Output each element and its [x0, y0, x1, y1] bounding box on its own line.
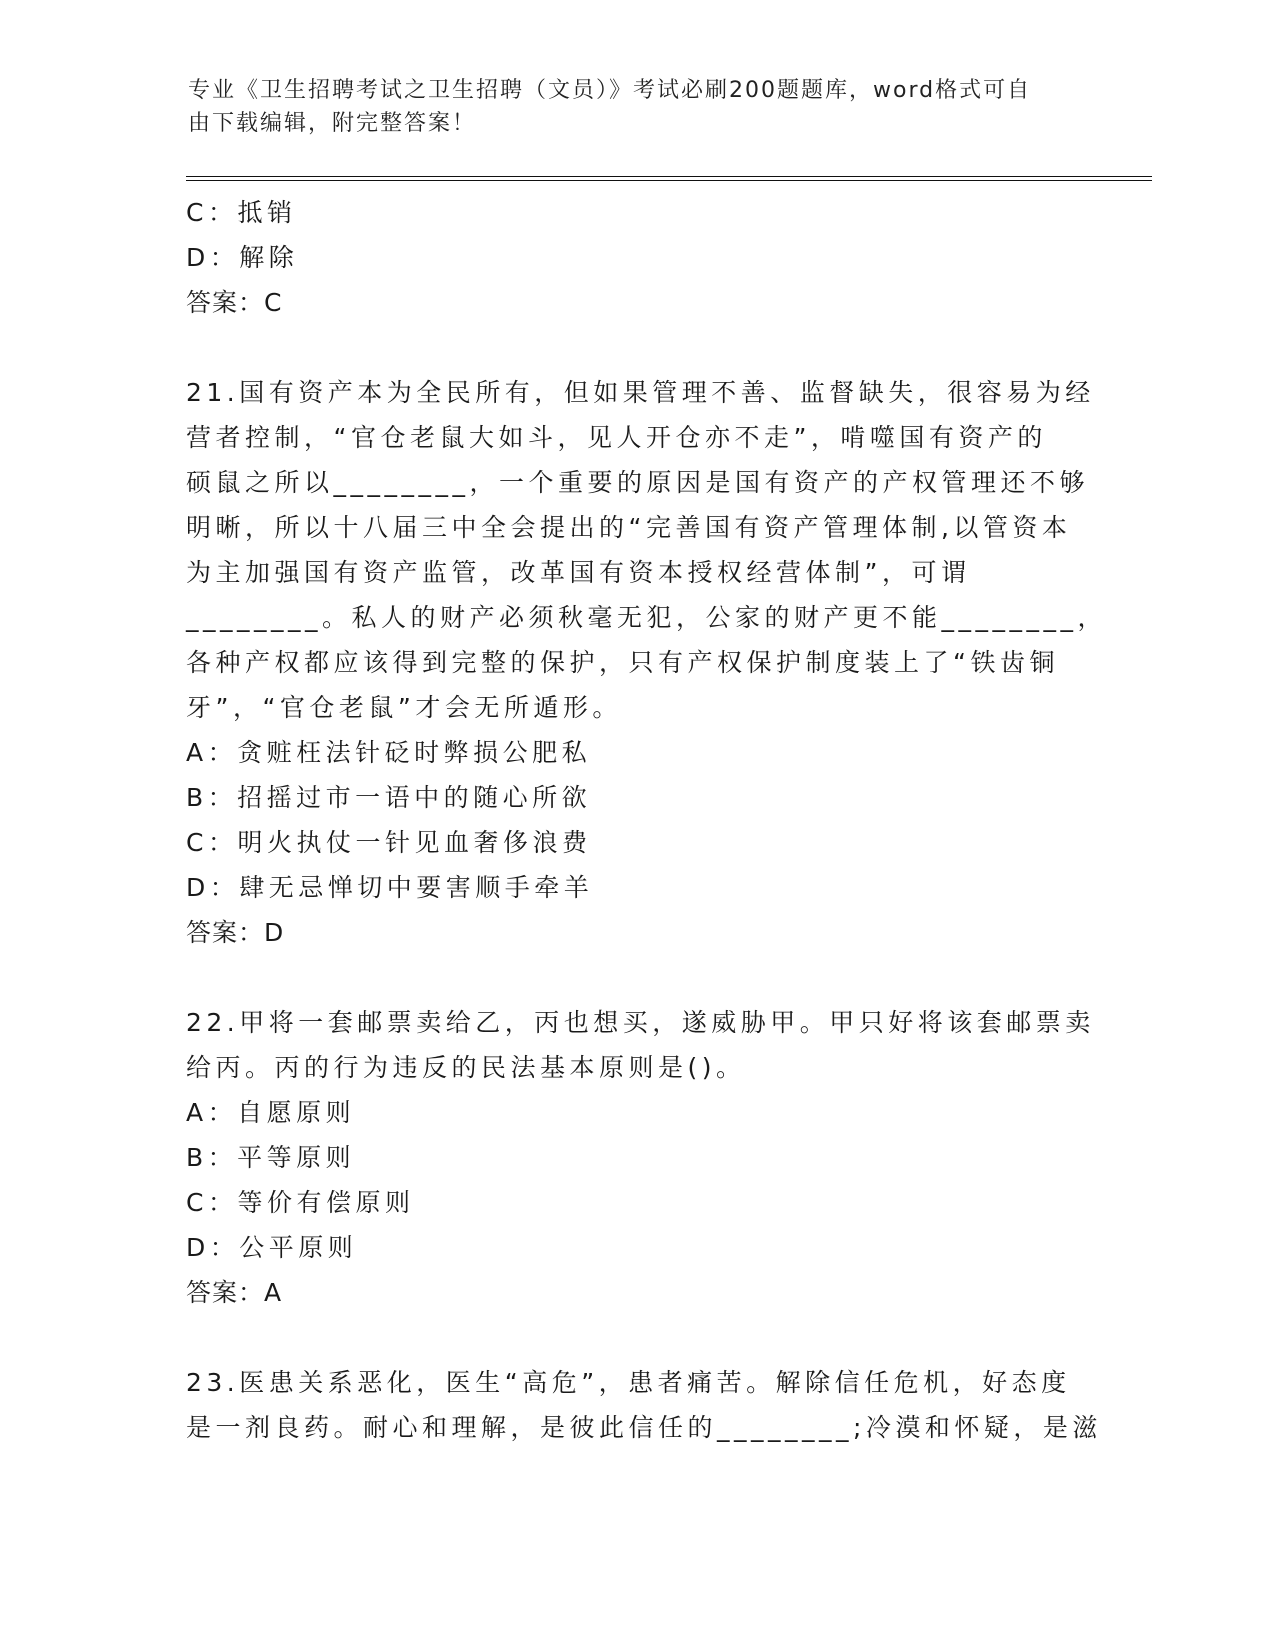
question-line: 明晰，所以十八届三中全会提出的“完善国有资产管理体制,以管资本	[186, 513, 1072, 542]
question-line: 硕鼠之所以________，一个重要的原因是国有资产的产权管理还不够	[186, 468, 1090, 497]
spacer	[186, 1315, 1086, 1360]
option-c: C：等价有偿原则	[186, 1188, 415, 1217]
answer-line: 答案：A	[186, 1278, 283, 1307]
option-b: B：招摇过市一语中的随心所欲	[186, 783, 592, 812]
question-line: ________。私人的财产必须秋毫无犯，公家的财产更不能________，	[186, 603, 1108, 632]
question-line: 23.医患关系恶化，医生“高危”，患者痛苦。解除信任危机，好态度	[186, 1368, 1071, 1397]
question-22	[186, 1000, 1095, 1315]
option-c: C：抵销	[186, 198, 297, 227]
answer-line: 答案：D	[186, 918, 285, 947]
answer-line: 答案：C	[186, 288, 283, 317]
spacer	[186, 955, 1086, 1000]
spacer	[186, 325, 1086, 370]
header-line-1: 专业《卫生招聘考试之卫生招聘（文员）》考试必刷200题题库，word格式可自	[188, 78, 1032, 103]
question-line: 21.国有资产本为全民所有，但如果管理不善、监督缺失，很容易为经	[186, 378, 1095, 407]
option-a: A：自愿原则	[186, 1098, 356, 1127]
question-21	[186, 370, 1108, 955]
header-divider	[186, 176, 1152, 181]
option-d: D：解除	[186, 243, 299, 272]
option-d: D：肆无忌惮切中要害顺手牵羊	[186, 873, 594, 902]
option-c: C：明火执仗一针见血奢侈浪费	[186, 828, 592, 857]
question-line: 给丙。丙的行为违反的民法基本原则是()。	[186, 1053, 746, 1082]
option-b: B：平等原则	[186, 1143, 356, 1172]
question-line: 牙”，“官仓老鼠”才会无所遁形。	[186, 693, 622, 722]
header-line-2: 由下载编辑，附完整答案！	[188, 111, 477, 136]
question-line: 各种产权都应该得到完整的保护，只有产权保护制度装上了“铁齿铜	[186, 648, 1059, 677]
previous-question	[186, 190, 1086, 325]
question-23	[186, 1360, 1102, 1450]
question-text	[186, 1360, 1102, 1450]
option-a: A：贪赃枉法针砭时弊损公肥私	[186, 738, 592, 767]
question-line: 营者控制，“官仓老鼠大如斗，见人开仓亦不走”，啃噬国有资产的	[186, 423, 1047, 452]
page-header	[188, 74, 1068, 140]
question-line: 为主加强国有资产监管，改革国有资本授权经营体制”，可谓	[186, 558, 971, 587]
question-line: 22.甲将一套邮票卖给乙，丙也想买，遂威胁甲。甲只好将该套邮票卖	[186, 1008, 1095, 1037]
document-body	[186, 190, 1108, 1450]
question-line: 是一剂良药。耐心和理解，是彼此信任的________;冷漠和怀疑，是滋	[186, 1413, 1102, 1442]
option-d: D：公平原则	[186, 1233, 358, 1262]
question-text	[186, 1000, 1095, 1090]
question-text	[186, 370, 1108, 730]
